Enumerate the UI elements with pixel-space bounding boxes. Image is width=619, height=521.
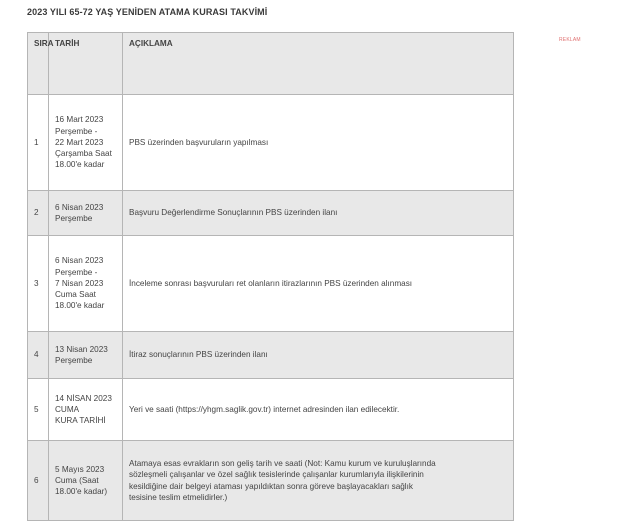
tarih-line: Perşembe - (55, 126, 98, 136)
aciklama-line: Atamaya esas evrakların son geliş tarih ve saati (Not: Kamu kurum ve kuruluşlarında (129, 458, 436, 468)
tarih-line: CUMA (55, 404, 80, 414)
table-row (28, 379, 514, 441)
tarih-line: Çarşamba Saat (55, 149, 112, 159)
aciklama-cell (123, 191, 514, 236)
column-header-aciklama: AÇIKLAMA (123, 33, 514, 95)
tarih-cell (49, 95, 123, 191)
tarih-cell (49, 332, 123, 379)
tarih-line: 6 Nisan 2023 (55, 256, 104, 266)
aciklama-cell (123, 379, 514, 441)
column-header-sira: SIRA (28, 33, 49, 95)
tarih-line: Cuma Saat (55, 290, 96, 300)
tarih-cell (49, 191, 123, 236)
tarih-line: Perşembe (55, 214, 93, 223)
aciklama-line: İtiraz sonuçlarının PBS üzerinden ilanı (129, 350, 268, 360)
table-row (28, 95, 514, 191)
tarih-line: 16 Mart 2023 (55, 115, 104, 125)
aciklama-cell (123, 236, 514, 332)
aciklama-cell (123, 332, 514, 379)
page-title: 2023 YILI 65-72 YAŞ YENİDEN ATAMA KURASI TAKVİMİ (27, 7, 268, 17)
tarih-line: 18.00'e kadar (55, 160, 105, 170)
tarih-line: Perşembe - (55, 267, 98, 277)
aciklama-line: Yeri ve saati (https://yhgm.saglik.gov.tr) internet adresinden ilan edilecektir. (129, 404, 400, 414)
tarih-line: 6 Nisan 2023 (55, 202, 104, 212)
tarih-cell (49, 441, 123, 521)
table-row (28, 236, 514, 332)
tarih-line: 13 Nisan 2023 (55, 344, 108, 354)
sira-cell: 6 (28, 441, 49, 521)
tarih-line: 5 Mayıs 2023 (55, 464, 105, 474)
aciklama-cell (123, 95, 514, 191)
table-row (28, 191, 514, 236)
tarih-cell (49, 236, 123, 332)
tarih-line: KURA TARİHİ (55, 416, 106, 426)
tarih-line: 18.00'e kadar (55, 301, 105, 311)
sira-cell: 3 (28, 236, 49, 332)
aciklama-line: PBS üzerinden başvuruların yapılması (129, 137, 269, 147)
aciklama-line: sözleşmeli çalışanlar ve özel sağlık tesislerinde çalışanlar kurumlarıyla ilişkilerinin (129, 470, 424, 480)
tarih-line: 7 Nisan 2023 (55, 278, 104, 288)
aciklama-cell (123, 441, 514, 521)
aciklama-line: tesisine teslim etmelidirler.) (129, 492, 228, 502)
sira-cell: 1 (28, 95, 49, 191)
table-row (28, 332, 514, 379)
tarih-line: 22 Mart 2023 (55, 137, 104, 147)
aciklama-line: kesildiğine dair belgeyi ataması yapıldıktan sonra göreve başlayacakları sağlık (129, 481, 413, 491)
aciklama-line: Başvuru Değerlendirme Sonuçlarının PBS üzerinden ilanı (129, 208, 338, 218)
sira-cell: 5 (28, 379, 49, 441)
ad-label: REKLAM (559, 37, 581, 43)
tarih-line: 18.00'e kadar) (55, 487, 108, 497)
tarih-line: Perşembe (55, 356, 93, 365)
table-header-row (28, 33, 514, 95)
aciklama-line: İnceleme sonrası başvuruları ret olanların itirazlarının PBS üzerinden alınması (129, 278, 413, 288)
sira-cell: 2 (28, 191, 49, 236)
schedule-table (27, 32, 514, 521)
table-row (28, 441, 514, 521)
sira-cell: 4 (28, 332, 49, 379)
tarih-cell (49, 379, 123, 441)
tarih-line: Cuma (Saat (55, 475, 99, 485)
tarih-line: 14 NİSAN 2023 (55, 393, 112, 403)
column-header-tarih: TARİH (49, 33, 123, 95)
